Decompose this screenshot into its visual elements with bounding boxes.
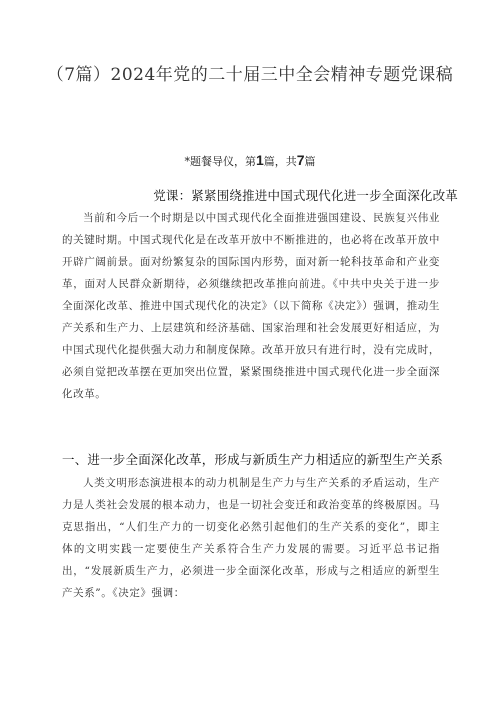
page-indicator-prefix: *题餐导仪，第 — [184, 155, 256, 168]
section-title: 党课：紧紧围绕推进中国式现代化进一步全面深化改革 — [153, 188, 458, 203]
page-indicator-middle: 篇，共 — [263, 155, 297, 168]
document-title: （7篇）2024年党的二十届三中全会精神专题党课稿 — [46, 65, 454, 85]
page-indicator-current: 1 — [255, 152, 264, 168]
subheading: 一、进一步全面深化改革，形成与新质生产力相适应的新型生产关系 — [62, 452, 444, 467]
page-indicator — [40, 152, 460, 170]
body-paragraph: 当前和今后一个时期是以中国式现代化全面推进强国建设、民族复兴伟业的关键时期。中国式现代化是在改革开放中不断推进的，也必将在改革开放中开辟广阔前景。面对纷繁复杂的国际国内形势，面对新一轮科技革命和产业变革，面对人民群众新期待，必须继续把改革推向前进。《中共中央关于进一步全面深化改革、推进中国式现代化的决定》（以下简称《决定》）强调，推动生产关系和生产力、上层建筑和经济基础、国家治理和社会发展更好相适应，为中国式现代化提供强大动力和制度保障。改革开放只有进行时，没有完成时，必须自觉把改革摆在更加突出位置，紧紧围绕推进中国式现代化进一步全面深化改革。 — [62, 212, 440, 400]
page-indicator-suffix: 篇 — [304, 155, 316, 168]
body-paragraph: 人类文明形态演进根本的动力机制是生产力与生产关系的矛盾运动，生产力是人类社会发展的根本动力，也是一切社会变迁和政治变革的终极原因。马克思指出，“人们生产力的一切变化必然引起他们的生产关系的变化”，即主体的文明实践一定要使生产关系符合生产力发展的需要。习近平总书记指出，“发展新质生产力，必须进一步全面深化改革，形成与之相适应的新型生产关系”。《决定》强调： — [62, 477, 440, 599]
page-indicator-total: 7 — [296, 152, 305, 168]
